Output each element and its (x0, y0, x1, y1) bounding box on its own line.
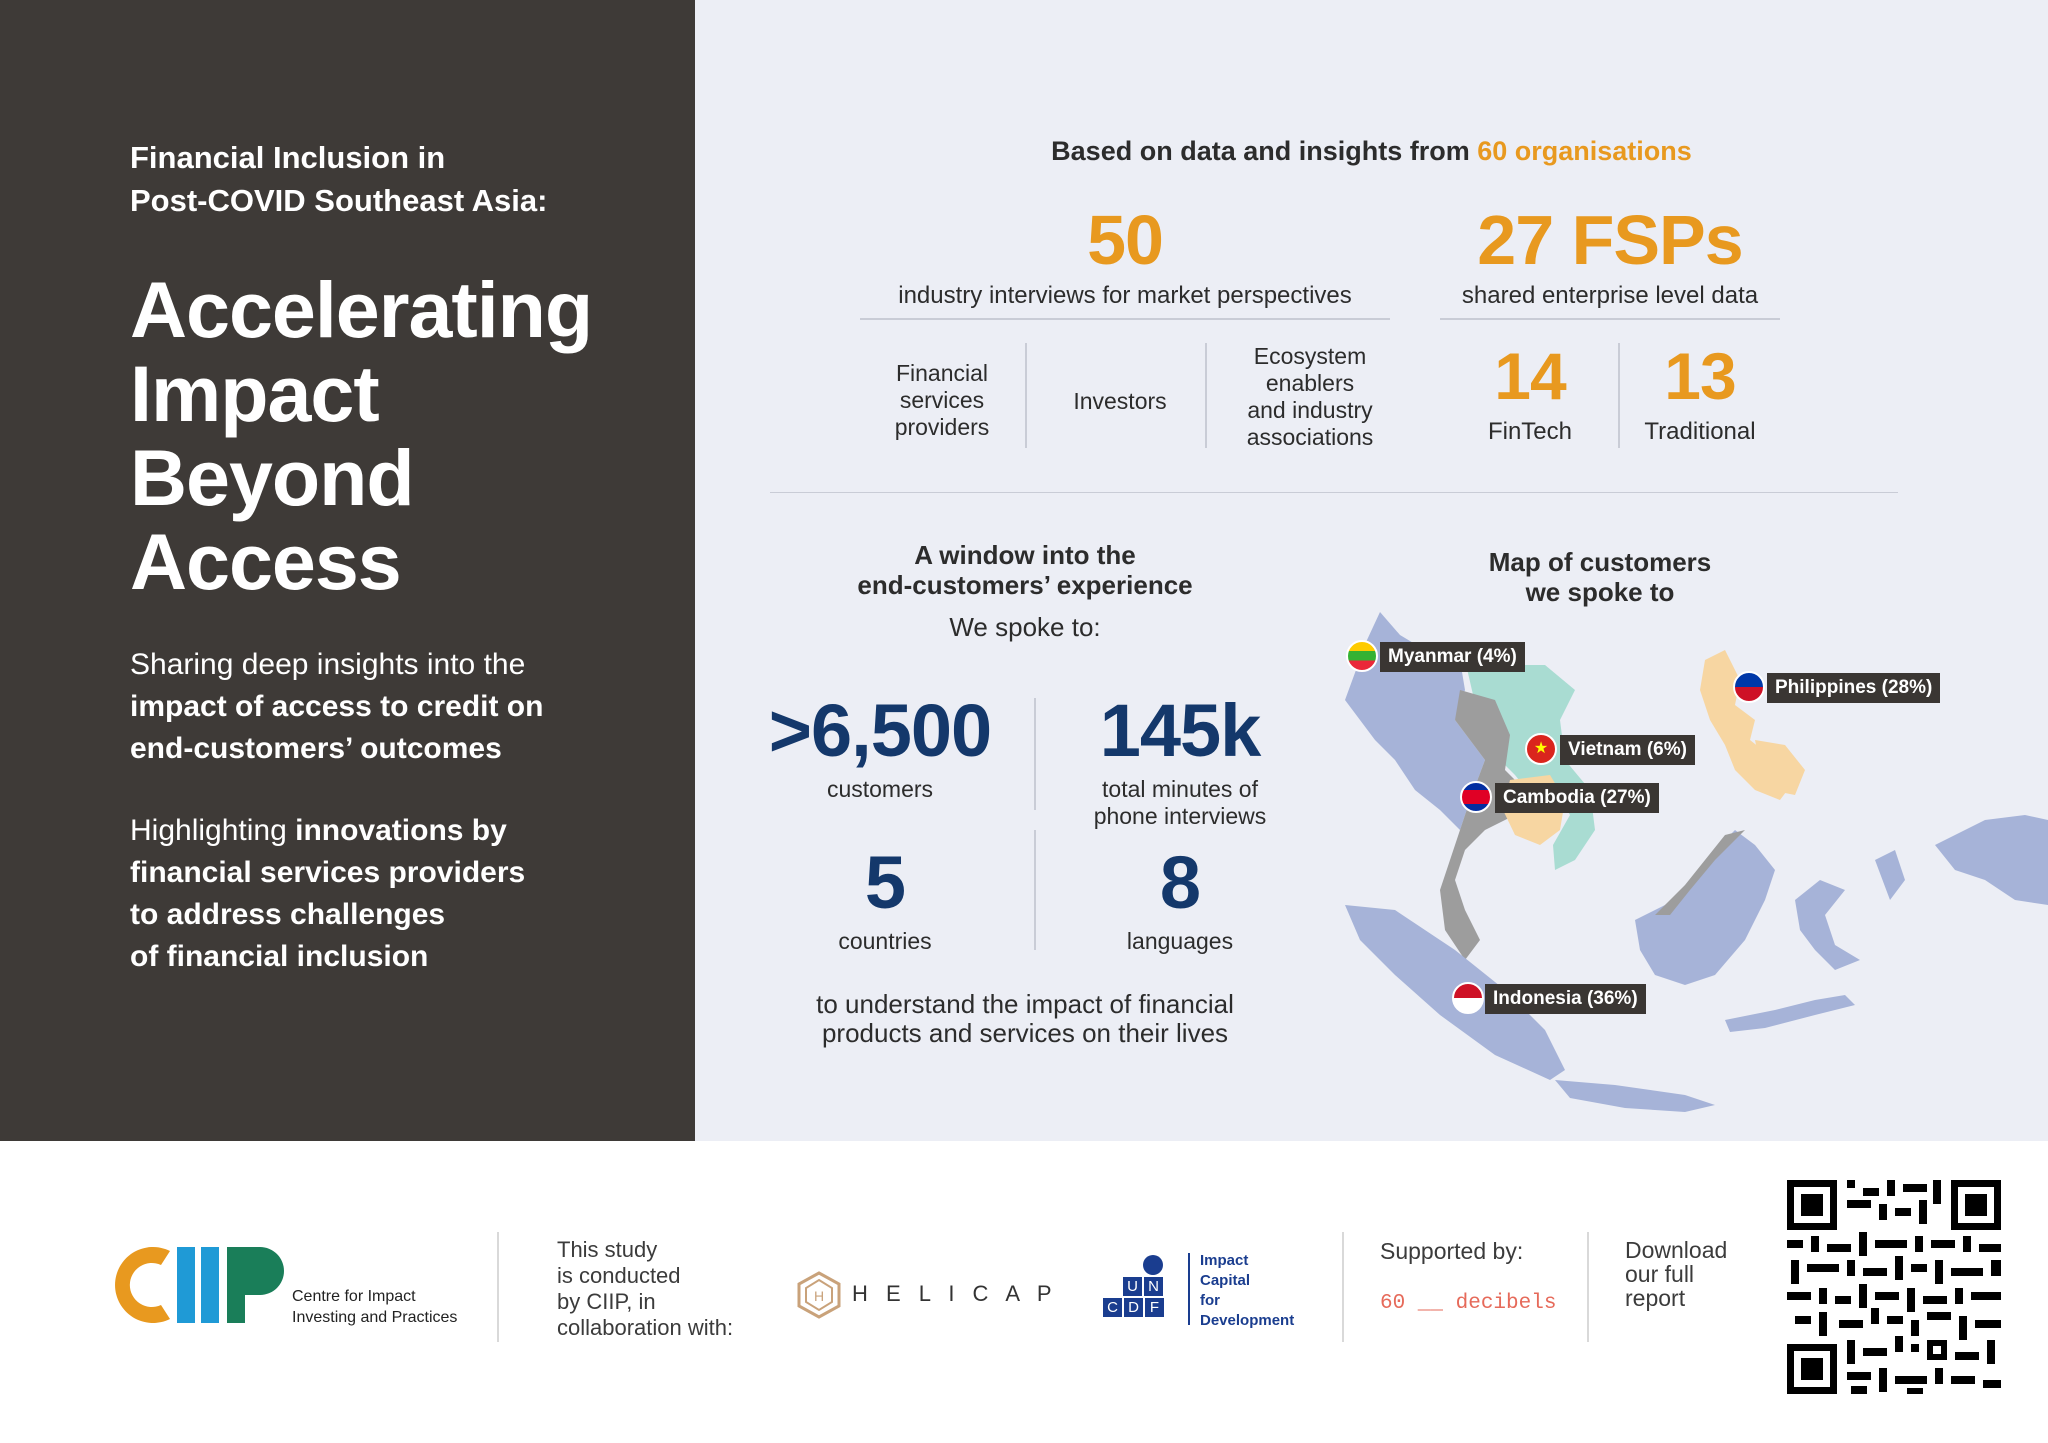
label-indonesia: Indonesia (36%) (1485, 984, 1646, 1014)
para-line: financial services providers (130, 856, 526, 889)
uncdf-rule (1188, 1253, 1190, 1325)
para-line: to address challenges (130, 898, 446, 931)
label-cambodia: Cambodia (27%) (1495, 783, 1659, 813)
interviews-label: industry interviews for market perspectives (898, 282, 1352, 309)
uncdf-logo: U N C D F (1103, 1253, 1183, 1333)
borneo-shape (1635, 830, 1775, 985)
ciip-name: Centre for Impact Investing and Practices (292, 1288, 458, 1326)
understanding-note: to understand the impact of financial products and services on their lives (816, 989, 1234, 1048)
sulawesi-shape (1795, 880, 1860, 970)
un-emblem-icon (1143, 1255, 1163, 1275)
interviews-value: 50 (1087, 201, 1163, 279)
uncdf-name: Impact Capital for Development (1200, 1252, 1295, 1329)
countries-label: countries (838, 928, 932, 954)
languages-value: 8 (1159, 841, 1201, 924)
divider (1587, 1232, 1589, 1342)
traditional-label: Traditional (1644, 418, 1756, 445)
indonesia-flag-icon (1452, 982, 1484, 1014)
study-text: This study is conducted by CIIP, in collaboration with: (557, 1237, 734, 1340)
helicap-wordmark: H E L I C A P (852, 1281, 1058, 1306)
maluku-shape (1875, 850, 1905, 900)
title-line: Beyond (130, 433, 414, 522)
customers-label: customers (826, 776, 934, 802)
cambodia-flag-icon (1460, 781, 1492, 813)
minutes-value: 145k (1099, 689, 1261, 772)
category-ecosystem: Ecosystem enablers and industry associations (1246, 343, 1374, 450)
papua-shape (1935, 815, 2048, 905)
supported-by-label: Supported by: (1380, 1238, 1524, 1264)
java-shape (1555, 1080, 1715, 1112)
subtitle-line: Post-COVID Southeast Asia: (130, 183, 548, 218)
customers-value: >6,500 (768, 689, 992, 772)
right-panel (695, 0, 2048, 1141)
organisations-count: 60 organisations (1477, 136, 1692, 166)
left-panel (0, 0, 695, 1141)
footer (0, 1141, 2048, 1443)
label-myanmar: Myanmar (4%) (1380, 642, 1525, 672)
window-heading: A window into the end-customers’ experience (857, 540, 1193, 600)
title-line: Access (130, 517, 401, 606)
myanmar-flag-icon (1346, 640, 1378, 672)
divider (1342, 1232, 1344, 1342)
download-label: Download our full report (1625, 1237, 1728, 1311)
spoke-to-label: We spoke to: (949, 612, 1101, 642)
islands-shape (1725, 995, 1855, 1032)
report-title (130, 265, 593, 606)
sixty-decibels-logo: 60 __ decibels (1380, 1292, 1557, 1315)
report-subtitle (130, 136, 547, 222)
para-line: end-customers’ outcomes (130, 732, 502, 765)
countries-value: 5 (864, 841, 906, 924)
helicap-logo-icon (797, 1271, 841, 1319)
insights-paragraph (130, 644, 543, 770)
para-line: Sharing deep insights into the (130, 648, 526, 681)
divider (497, 1232, 499, 1342)
traditional-value: 13 (1664, 339, 1736, 413)
fintech-value: 14 (1494, 339, 1566, 413)
vietnam-flag-icon: ★ (1525, 733, 1557, 765)
para-line: of financial inclusion (130, 940, 429, 973)
category-fsp: Financial services providers (894, 360, 990, 440)
label-philippines: Philippines (28%) (1767, 673, 1940, 703)
title-line: Impact (130, 349, 379, 438)
qr-code[interactable] (1787, 1180, 2001, 1394)
philippines-flag-icon (1733, 671, 1765, 703)
fsps-value: 27 FSPs (1477, 201, 1743, 279)
para-line: Highlighting innovations by (130, 814, 507, 847)
subtitle-line: Financial Inclusion in (130, 140, 446, 175)
based-on-heading: Based on data and insights from 60 organisations (1051, 136, 1692, 166)
fintech-label: FinTech (1487, 418, 1573, 445)
para-line: impact of access to credit on (130, 690, 544, 723)
label-vietnam: Vietnam (6%) (1560, 735, 1695, 765)
fsps-label: shared enterprise level data (1461, 282, 1759, 309)
innovations-paragraph (130, 810, 525, 978)
languages-label: languages (1126, 928, 1234, 954)
map-heading: Map of customers we spoke to (1488, 547, 1712, 607)
ciip-logo (95, 1243, 290, 1328)
category-investors: Investors (1073, 388, 1167, 414)
southeast-asia-map (695, 0, 2048, 1141)
minutes-label: total minutes of phone interviews (1093, 776, 1267, 829)
svg-text:H: H (813, 1288, 825, 1304)
title-line: Accelerating (130, 265, 593, 354)
